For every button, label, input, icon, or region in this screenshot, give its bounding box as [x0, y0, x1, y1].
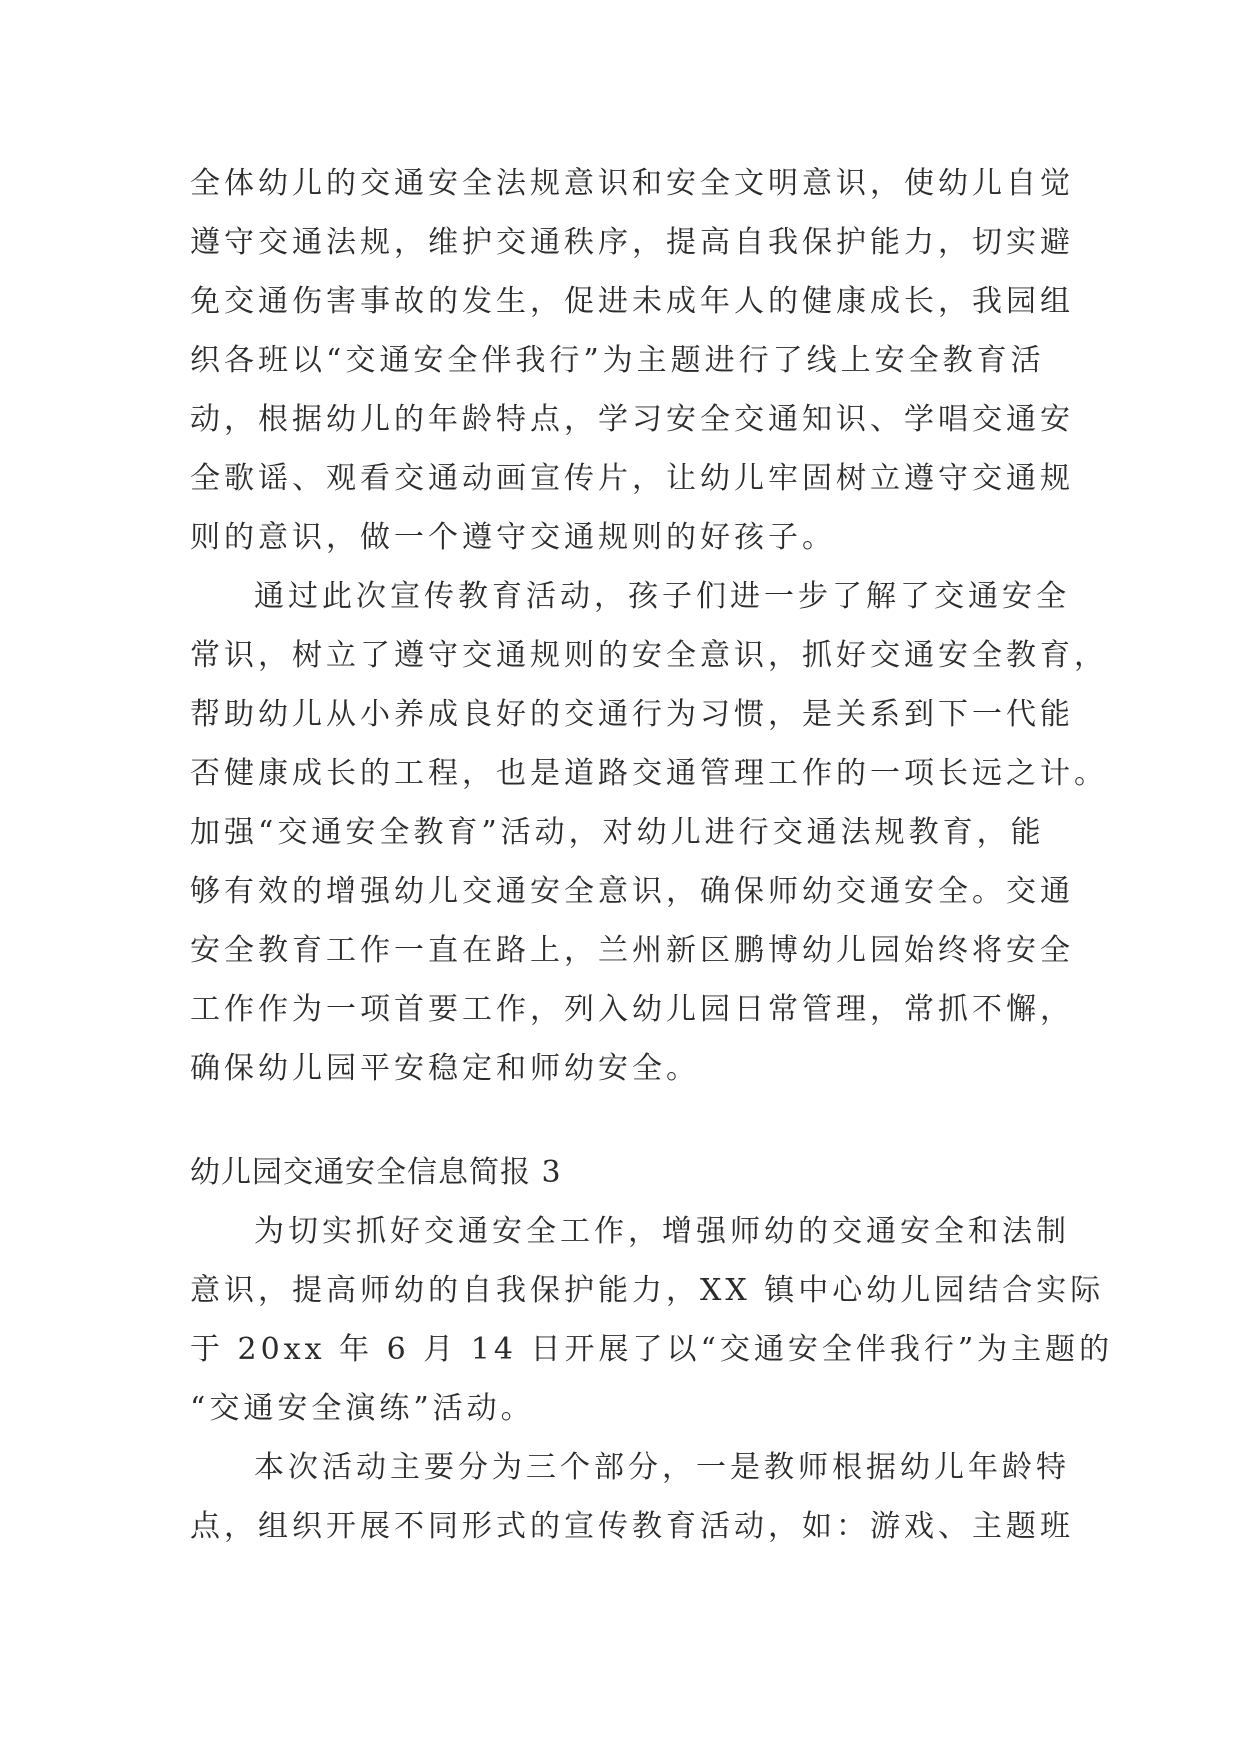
text-line: “交通安全演练”活动。 [190, 1391, 535, 1426]
paragraph [190, 1202, 1114, 1438]
text-line: 本次活动主要分为三个部分，一是教师根据幼儿年龄特 [254, 1450, 1070, 1485]
text-line: 够有效的增强幼儿交通安全意识，确保师幼交通安全。交通 [190, 874, 1074, 909]
text-line: 通过此次宣传教育活动，孩子们进一步了解了交通安全 [254, 579, 1070, 614]
text-line: 否健康成长的工程，也是道路交通管理工作的一项长远之计。 [190, 756, 1108, 791]
text-line: 于 20xx 年 6 月 14 日开展了以“交通安全伴我行”为主题的 [190, 1332, 1114, 1367]
text-line: 为切实抓好交通安全工作，增强师幼的交通安全和法制 [254, 1214, 1070, 1249]
text-line: 全体幼儿的交通安全法规意识和安全文明意识，使幼儿自觉 [190, 166, 1074, 201]
text-line: 帮助幼儿从小养成良好的交通行为习惯，是关系到下一代能 [190, 697, 1074, 732]
text-line: 遵守交通法规，维护交通秩序，提高自我保护能力，切实避 [190, 225, 1074, 260]
text-line: 安全教育工作一直在路上，兰州新区鹏博幼儿园始终将安全 [190, 933, 1074, 968]
paragraph [190, 1438, 1074, 1556]
text-line: 常识，树立了遵守交通规则的安全意识，抓好交通安全教育， [190, 638, 1108, 673]
paragraph [190, 567, 1108, 1098]
text-line: 点，组织开展不同形式的宣传教育活动，如：游戏、主题班 [190, 1509, 1074, 1544]
text-line: 则的意识，做一个遵守交通规则的好孩子。 [190, 520, 836, 555]
text-line: 加强“交通安全教育”活动，对幼儿进行交通法规教育，能 [190, 815, 1045, 850]
text-line: 全歌谣、观看交通动画宣传片，让幼儿牢固树立遵守交通规 [190, 461, 1074, 496]
text-line: 动，根据幼儿的年龄特点，学习安全交通知识、学唱交通安 [190, 402, 1074, 437]
text-line: 免交通伤害事故的发生，促进未成年人的健康成长，我园组 [190, 284, 1074, 319]
text-line: 确保幼儿园平安稳定和师幼安全。 [190, 1051, 700, 1086]
text-line: 工作作为一项首要工作，列入幼儿园日常管理，常抓不懈， [190, 992, 1074, 1027]
section-title: 幼儿园交通安全信息简报 3 [190, 1155, 562, 1190]
paragraph [190, 154, 1074, 567]
document-body [190, 154, 1114, 1556]
text-line: 意识，提高师幼的自我保护能力，XX 镇中心幼儿园结合实际 [190, 1273, 1105, 1308]
text-line: 织各班以“交通安全伴我行”为主题进行了线上安全教育活 [190, 343, 1045, 378]
